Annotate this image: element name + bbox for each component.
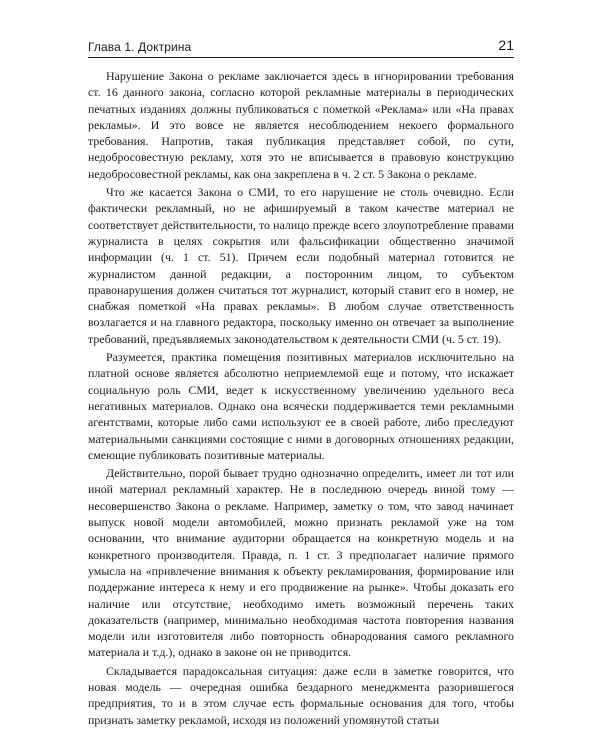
paragraph-2: Что же касается Закона о СМИ, то его нарушение не столь очевидно. Если фактически рекламный, но не афишируемый в таком качестве материал не соответствует действительности, то налицо прежде всего злоупотребление правами журналиста в целях сокрытия или фальсификации общественно значимой информации (ч. 1 ст. 51). Причем если подобный материал готовится не журналистом данной редакции, а посторонним лицом, то субъектом правонарушения должен считаться тот журналист, который ставит его в номер, не снабжая пометкой «На правах рекламы». В любом случае ответственность возлагается и на главного редактора, поскольку именно он отвечает за выполнение требований, предъявляемых законодательством к деятельности СМИ (ч. 5 ст. 19). [88, 185, 514, 346]
header-rule [88, 57, 514, 58]
chapter-title: Глава 1. Доктрина [88, 40, 192, 54]
paragraph-5: Складывается парадоксальная ситуация: даже если в заметке говорится, что новая модель — очередная ошибка бездарного менеджмента разорившегося предприятия, то и в этом случае есть формальные основания для того, чтобы признать заметку рекламой, исходя из положений упомянутой статьи [88, 663, 514, 727]
paragraph-3: Разумеется, практика помещения позитивных материалов исключительно на платной основе является абсолютно неприемлемой еще и потому, что искажает социальную роль СМИ, ведет к искусственному увеличению удельного веса негативных материалов. Однако она всячески поддерживается теми рекламными агентствами, которые либо сами используют ее в своей работе, либо преследуют материальными санкциями состоящие с ними в договорных отношениях редакции, смеющие публиковать позитивные материалы. [88, 350, 514, 462]
running-header [88, 36, 514, 58]
body-text [88, 68, 514, 730]
paragraph-1: Нарушение Закона о рекламе заключается здесь в игнорировании требования ст. 16 данного закона, согласно которой рекламные материалы в периодических печатных изданиях должны публиковаться с пометкой «Реклама» или «На правах рекламы». И это вовсе не является несоблюдением некоего формального требования. Напротив, такая публикация представляет собой, по сути, недобросовестную рекламу, хотя это не вписывается в правовую конструкцию недобросовестной рекламы, как она закреплена в ч. 2 ст. 5 Закона о рекламе. [88, 69, 514, 181]
paragraph-4: Действительно, порой бывает трудно однозначно определить, имеет ли тот или иной материал рекламный характер. Не в последнюю очередь виной тому — несовершенство Закона о рекламе. Например, заметку о том, что завод начинает выпуск новой модели автомобилей, можно признать рекламой уже на том основании, что внимание аудитории обращается на конкретную модель и на конкретного производителя. Правда, п. 1 ст. 3 предполагает наличие прямого умысла на «привлечение внимания к объекту рекламирования, формирование или поддержание интереса к нему и его продвижение на рынке». Чтобы доказать его наличие или отсутствие, необходимо иметь возможный перечень таких доказательств (например, минимально необходимая частота повторения названия модели или изготовителя либо повторность обнародования самого рекламного материала и т.д.), однако в законе он не приводится. [88, 466, 514, 660]
page-number: 21 [498, 37, 514, 53]
